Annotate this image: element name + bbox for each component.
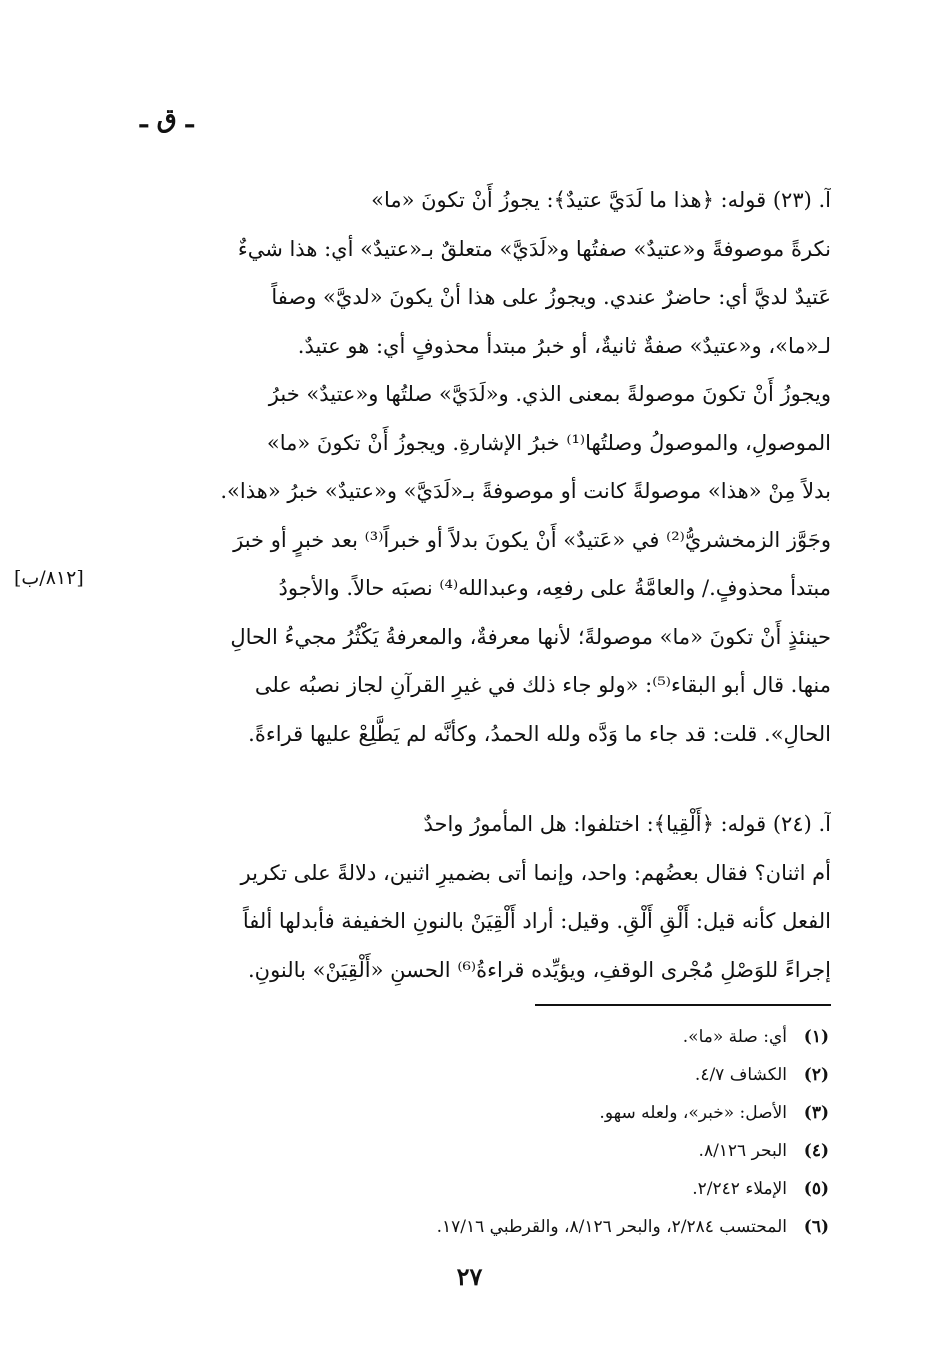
footnote — [200, 1018, 829, 1056]
footnote — [200, 1170, 829, 1208]
footnote-text: الإملاء ٢/٢٤٢. — [692, 1179, 787, 1199]
footnote — [200, 1208, 829, 1246]
footnote-text: أي: صلة «ما». — [682, 1027, 787, 1047]
text-line: حينئذٍ أَنْ تكونَ «ما» موصولةً؛ لأنها معرفةٌ، والمعرفةُ يَكْثُرُ مجيءُ الحالِ — [230, 624, 831, 649]
footnote-number: (٢) — [803, 1065, 829, 1085]
footnote-number: (١) — [803, 1027, 829, 1047]
footnote-number: (٦) — [803, 1217, 829, 1237]
text-line: الفعل كأنه قيل: أَلْقِ أَلْقِ. وقيل: أراد أَلْقِيَنْ بالنونِ الخفيفة فأبدلها ألفاً — [242, 909, 831, 933]
text-line: وجَوَّز الزمخشريُّ⁽²⁾ في «عَتيدٌ» أَنْ يكونَ بدلاً أو خبراً⁽³⁾ بعد خبرٍ أو خبرَ — [233, 527, 831, 552]
text-line: آ. (٢٣) قوله: ﴿هذا ما لَدَيَّ عتيدٌ﴾: يجوزُ أَنْ تكونَ «ما» — [371, 188, 831, 212]
manuscript-folio-marker: [٨١٢/ب] — [14, 567, 84, 589]
text-line: أم اثنان؟ فقال بعضُهم: واحد، وإنما أتى بضميرِ اثنين، دلالةً على تكرير — [240, 860, 831, 885]
text-line: الحالِ». قلت: قد جاء ما وَدَّه ولله الحمدُ، وكأنَّه لم يَطَّلِعْ عليها قراءةً. — [248, 721, 831, 746]
text-line: ويجوزُ أَنْ تكونَ موصولةً بمعنى الذي. و«لَدَيَّ» صلتُها و«عتيدٌ» خبرُ — [268, 382, 831, 406]
text-line: بدلاً مِنْ «هذا» موصولةً كانت أو موصوفةً بـ«لَدَيَّ» و«عتيدٌ» خبرُ «هذا». — [220, 479, 831, 503]
text-line: لـ«ما»، و«عتيدٌ» صفةٌ ثانيةٌ، أو خبرُ مبتدأ محذوفٍ أي: هو عتيدٌ. — [297, 333, 831, 358]
text-line: الموصولِ، والموصولُ وصلتُها⁽¹⁾ خبرُ الإشارةِ. ويجوزُ أَنْ تكونَ «ما» — [266, 430, 831, 455]
text-line: منها. قال أبو البقاء⁽⁵⁾: «ولو جاء ذلك في غيرِ القرآنِ لجاز نصبُه على — [254, 673, 831, 697]
footnotes — [200, 1018, 829, 1246]
section-header: ـ ق ـ — [140, 104, 194, 134]
footnote-text: الكشاف ٤/٧. — [694, 1065, 787, 1085]
footnote-number: (٥) — [803, 1179, 829, 1199]
footnote-text: المحتسب ٢/٢٨٤، والبحر ٨/١٢٦، والقرطبي ١٧/١٦. — [436, 1217, 787, 1237]
footnote — [200, 1094, 829, 1132]
footnote-separator — [535, 1004, 831, 1006]
paragraph-ayah-23 — [138, 176, 831, 758]
footnote — [200, 1132, 829, 1170]
footnote-text: البحر ٨/١٢٦. — [698, 1141, 787, 1161]
text-line: نكرةً موصوفةً و«عتيدٌ» صفتُها و«لَدَيَّ» متعلقٌ بـ«عتيدٌ» أي: هذا شيءٌ — [237, 236, 831, 261]
text-line: عَتيدٌ لديَّ أي: حاضرٌ عندي. ويجوزُ على هذا أنْ يكونَ «لديَّ» وصفاً — [271, 285, 831, 309]
footnote-number: (٤) — [803, 1141, 829, 1161]
footnote-number: (٣) — [803, 1103, 829, 1123]
footnote — [200, 1056, 829, 1094]
text-line: مبتدأ محذوفٍ./ والعامَّةُ على رفعِه، وعبدالله⁽⁴⁾ نصبَه حالاً. والأجودُ — [278, 576, 831, 600]
footnote-text: الأصل: «خبر»، ولعله سهو. — [599, 1103, 787, 1123]
text-line: إجراءً للوَصْلِ مُجْرى الوقفِ، ويؤيِّده قراءةُ⁽⁶⁾ الحسنِ «أَلْقِيَنْ» بالنونِ. — [247, 957, 831, 982]
page-number: ٢٧ — [456, 1262, 483, 1291]
text-line: آ. (٢٤) قوله: ﴿أَلْقِيا﴾: اختلفوا: هل المأمورُ واحدٌ — [423, 812, 831, 836]
paragraph-ayah-24 — [138, 800, 831, 994]
